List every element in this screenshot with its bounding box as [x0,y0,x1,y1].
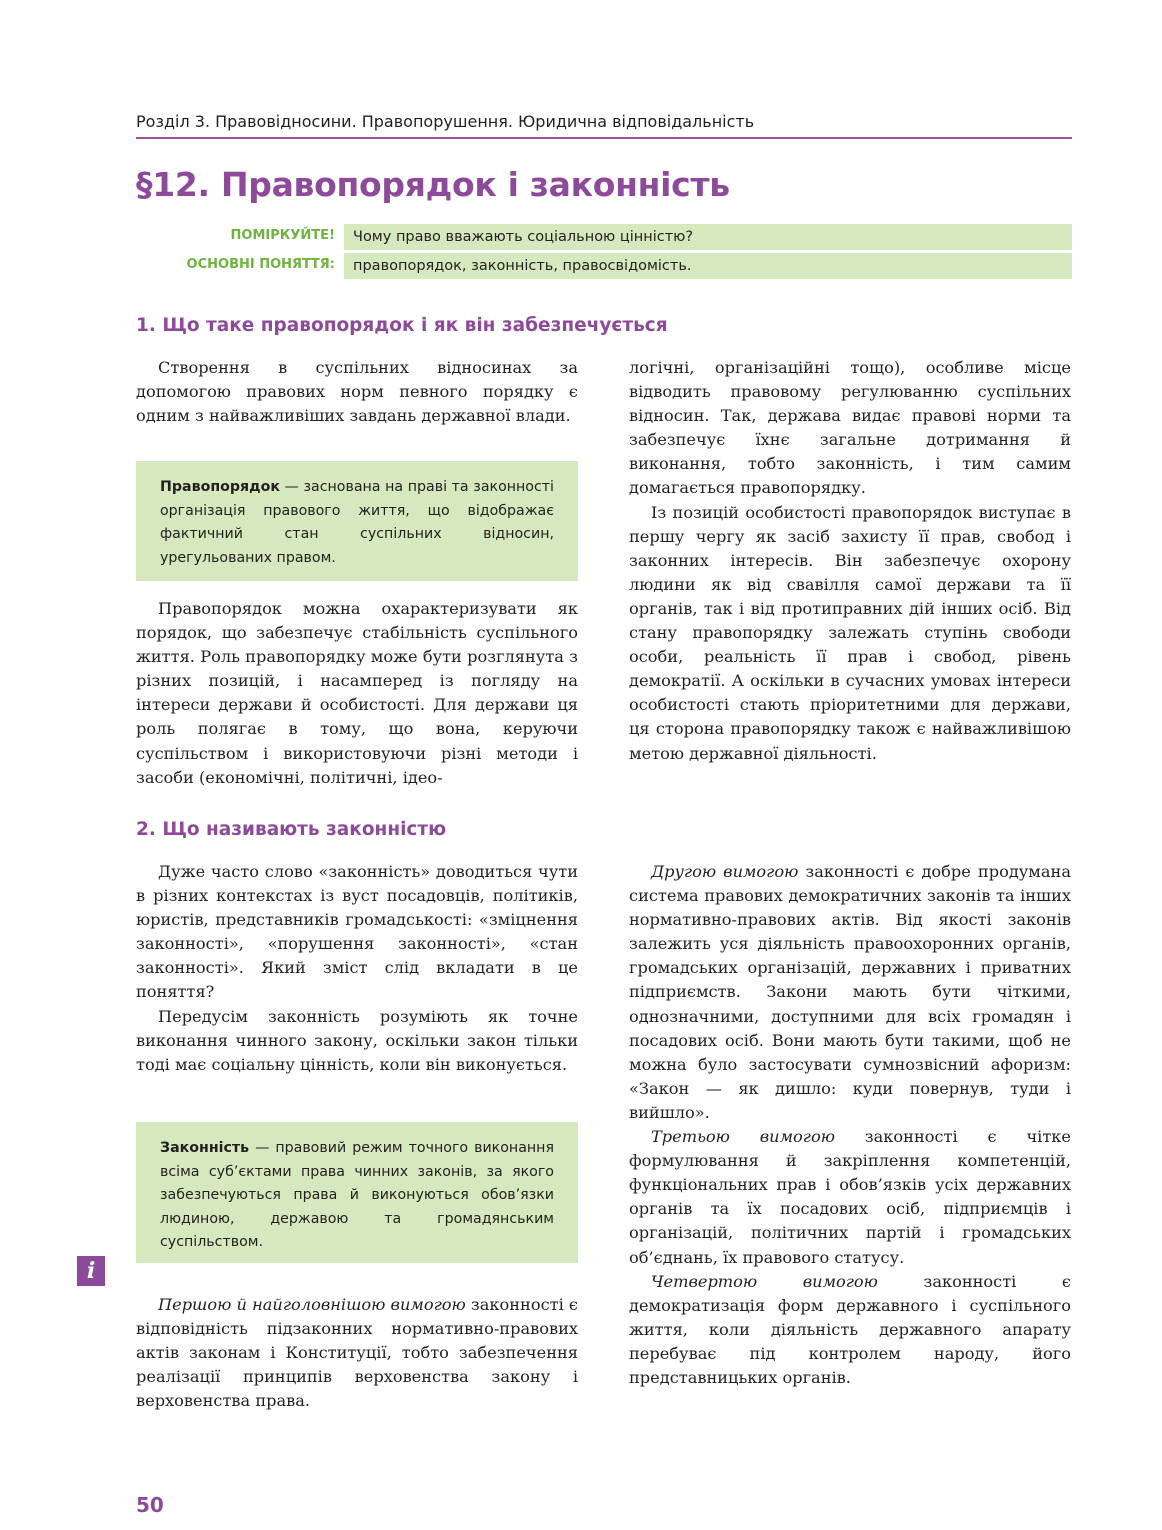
chapter-header: Розділ 3. Правовідносини. Правопорушення. Юридична відповідальність [136,112,1072,139]
definition-box-zakonnist [136,1122,578,1263]
emphasis: Четвертою вимогою [651,1271,878,1291]
emphasis: Третьою вимогою [651,1127,835,1147]
paragraph: логічні, організаційні тощо), особливе місце відводить правовому регулюванню суспільних відносин. Так, держава видає правові норми та забезпечує їхнє загальне дотримання й виконання, тобто законність, і тим самим домагається правопорядку. [629,358,1071,498]
section-2-left-body [136,1293,578,1413]
section-2-heading: 2. Що називають законністю [136,819,447,840]
paragraph: Із позицій особистості правопорядок виступає в першу чергу як засіб захисту її прав, свобод і законних інтересів. Він забезпечує охорону людини як від свавілля самої держави та її органів, так і від протиправних дій інших осіб. Від стану правопорядку залежать ступінь свободи особи, реальність її прав і свобод, рівень демократії. А оскільки в сучасних умовах інтереси особистості стають пріоритетними для держави, ця сторона правопорядку також є найважливішою метою державної діяльності. [629,502,1071,763]
definition-text: — заснована на праві та законності організація правового життя, що відображає фактичний стан суспільних відносин, урегульованих правом. [160,479,554,566]
definition-text: — правовий режим точного виконання всіма суб’єктами права чинних законів, за якого забезпечуються права й виконуються обов’язки людиною, державою та громадянським суспільством. [160,1140,554,1250]
definition-term: Правопорядок [160,479,280,495]
section-1-left-intro [136,356,578,428]
section-1-right-column [629,356,1071,766]
definition-box-pravoporiadok [136,461,578,581]
key-concepts-list: правопорядок, законність, правосвідомість. [344,253,1072,279]
paragraph: Створення в суспільних відносинах за допомогою правових норм певного порядку є одним з найважливіших завдань державної влади. [136,358,578,426]
paragraph: Дуже часто слово «законність» доводиться чути в різних контекстах із вуст посадовців, політиків, юристів, представників громадськості: «зміцнення законності», «порушення законності», «стан законності». Який зміст слід вкладати в це поняття? [136,862,578,1002]
paragraph: Передусім законність розуміють як точне виконання чинного закону, оскільки закон тільки тоді має соціальну цінність, коли він виконується. [136,1006,578,1074]
paragraph [629,1125,1071,1270]
section-2-right-column [629,860,1071,1390]
paragraph: Правопорядок можна охарактеризувати як порядок, що забезпечує стабільність суспільного життя. Роль правопорядку може бути розглянута з різних позицій, і насамперед із погляду на інтереси держави й особистості. Для держави ця роль полягає в тому, що вона, керуючи суспільством і використовуючи різні методи і засоби (економічні, політичні, ідео- [136,599,578,787]
paragraph [629,1270,1071,1390]
page-number: 50 [136,1493,164,1517]
think-prompt [136,224,1072,250]
think-label: ПОМІРКУЙТЕ! [230,228,335,243]
key-concepts [136,253,1072,279]
paragraph-text: законності є чітке формулювання й закріплення компетенцій, функціональних прав і обов’язків усіх державних органів та їх посадових осіб, підприємців і організацій, політичних партій і громадських об’єднань, їх правового статусу. [629,1127,1071,1267]
section-1-heading: 1. Що таке правопорядок і як він забезпечується [136,315,668,336]
paragraph [629,860,1071,1125]
paragraph [136,1293,578,1413]
definition-term: Законність [160,1140,250,1156]
section-2-left-intro [136,860,578,1077]
info-icon: i [77,1256,105,1286]
key-concepts-label: ОСНОВНІ ПОНЯТТЯ: [186,257,335,272]
emphasis: Першою й найголовнішою вимогою [158,1295,466,1314]
emphasis: Другою вимогою [651,862,799,881]
paragraph-text: законності є відповідність підзаконних нормативно-правових актів законам і Конституції, тобто забезпечення реалізації принципів верховенства закону і верховенства права. [136,1295,578,1411]
page-title: §12. Правопорядок і законність [136,165,730,204]
paragraph-text: законності є демократизація форм державного і суспільного життя, коли діяльність державного апарату перебуває під контролем народу, його представницьких органів. [629,1271,1071,1387]
think-question: Чому право вважають соціальною цінністю? [344,224,1072,250]
paragraph-text: законності є добре продумана система правових демократичних законів та інших нормативно-правових актів. Від якості законів залежить уся діяльність правоохоронних органів, громадських організацій, державних і приватних підприємств. Закони мають бути чіткими, однозначними, доступними для всіх громадян і посадових осіб. Вони мають бути такими, щоб не можна було застосувати сумнозвісний афоризм: «Закон — як дишло: куди повернув, туди і вийшло». [629,862,1071,1122]
section-1-left-body [136,597,578,790]
